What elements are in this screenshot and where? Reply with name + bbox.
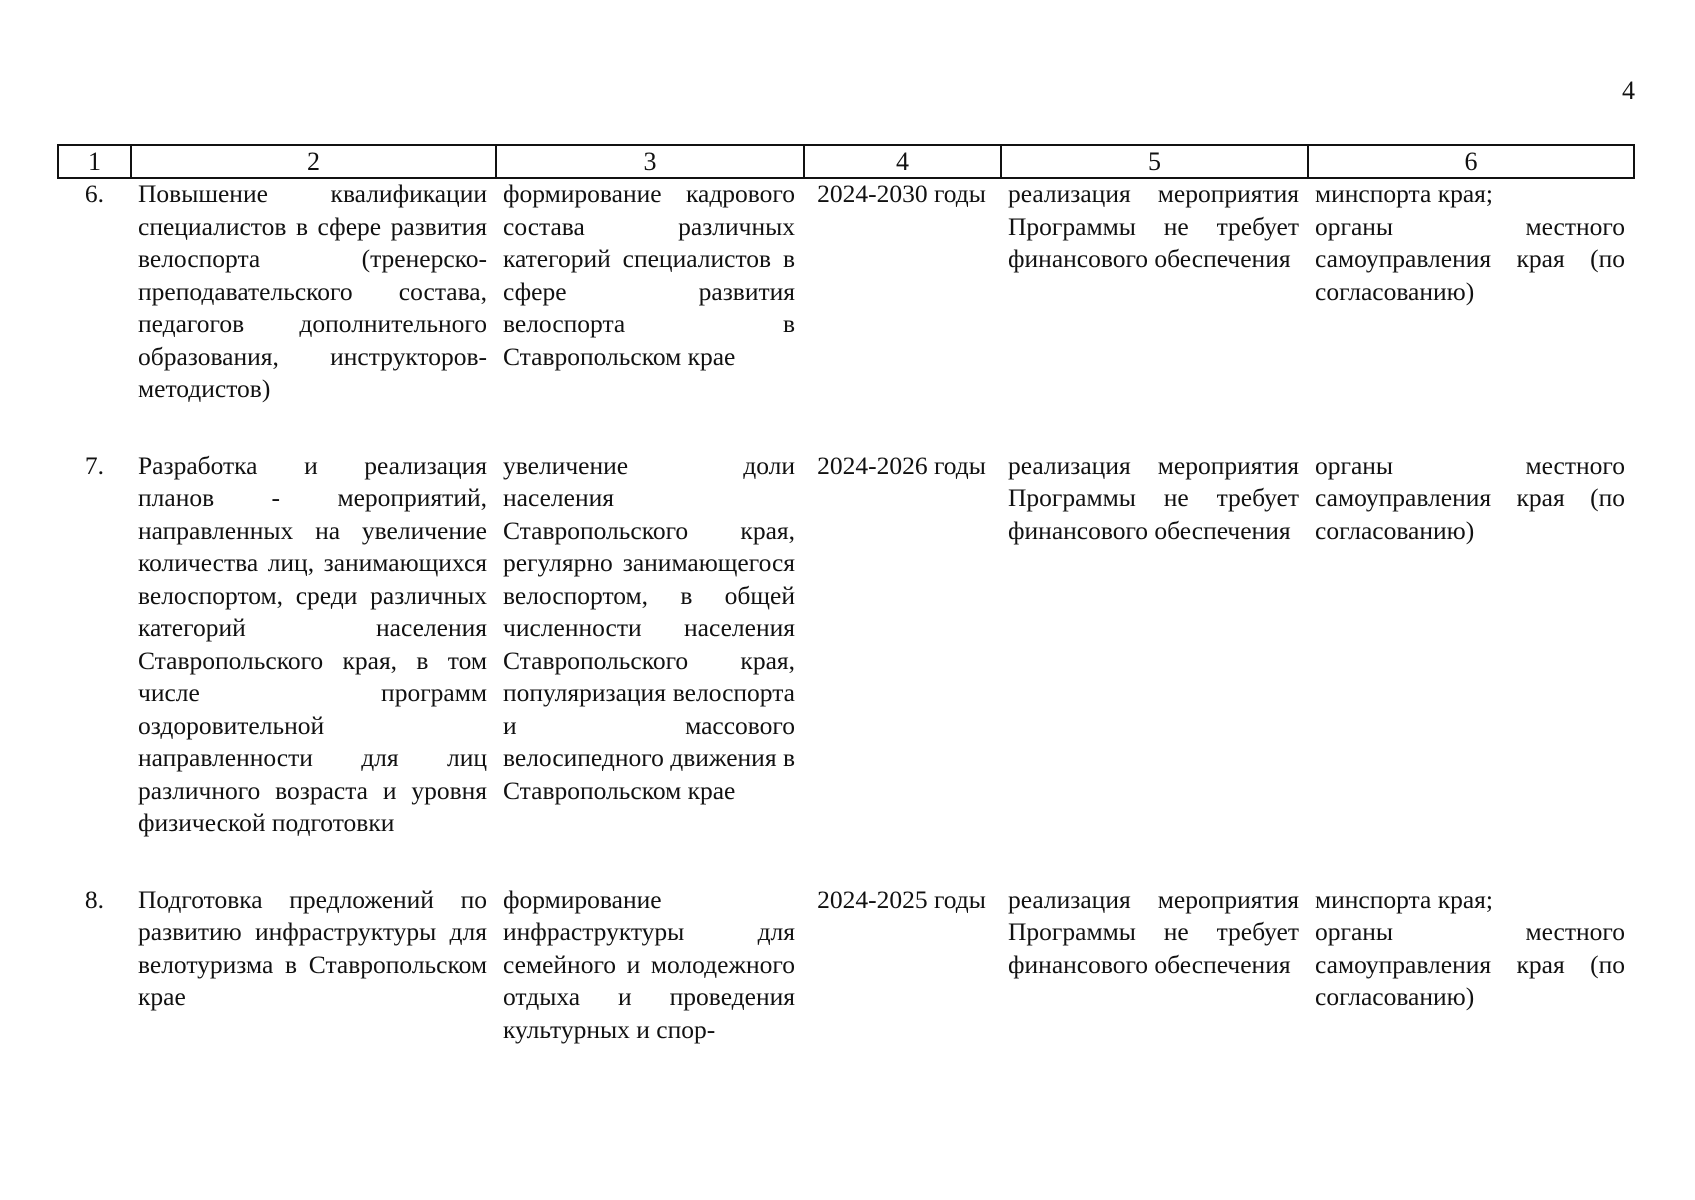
row-number: 8. xyxy=(84,884,104,914)
measure-name: Повышение квалификации специалистов в сфере развития велоспорта (тренерско-преподавательского состава, педагогов дополнительного образования, инструкторов-методистов) xyxy=(138,179,487,403)
table-row xyxy=(57,178,1633,450)
financing-source: реализация мероприятия Программы не требует финансового обеспечения xyxy=(1008,884,1299,979)
implementation-period: 2024-2026 годы xyxy=(817,450,986,480)
executor-line: органы местного самоуправления края (по согласованию) xyxy=(1315,211,1625,306)
expected-result: формирование инфраструктуры для семейного и молодежного отдыха и проведения культурных и спор- xyxy=(503,884,795,1044)
header-cell-1: 1 xyxy=(58,145,131,178)
executor-line: органы местного самоуправления края (по согласованию) xyxy=(1315,917,1625,1011)
measure-name: Разработка и реализация планов - мероприятий, направленных на увеличение количества лиц, занимающихся велоспортом, среди различных категорий населения Ставропольского края, в том числе программ оздоровительной направленности для лиц различного возраста и уровня физической подготовки xyxy=(138,450,487,837)
responsible-executors xyxy=(1307,178,1633,450)
header-cell-2: 2 xyxy=(131,145,496,178)
executor-line: минспорта края; xyxy=(1315,179,1493,208)
table-row xyxy=(57,884,1633,1047)
measure-name: Подготовка предложений по развитию инфраструктуры для велотуризма в Ставропольском крае xyxy=(138,884,487,1011)
column-number-header xyxy=(57,144,1635,179)
expected-result: формирование кадрового состава различных категорий специалистов в сфере развития велоспорта в Ставропольском крае xyxy=(503,179,795,371)
executor-line: минспорта края; xyxy=(1315,884,1493,914)
header-cell-4: 4 xyxy=(804,145,1001,178)
header-cell-3: 3 xyxy=(496,145,804,178)
financing-source: реализация мероприятия Программы не требует финансового обеспечения xyxy=(1008,450,1299,545)
implementation-period: 2024-2030 годы xyxy=(817,179,986,208)
measures-table xyxy=(57,178,1633,1046)
executor-line: органы местного самоуправления края (по согласованию) xyxy=(1315,450,1625,545)
responsible-executors xyxy=(1307,884,1633,1047)
page-number: 4 xyxy=(1622,76,1635,105)
header-cell-6: 6 xyxy=(1308,145,1634,178)
financing-source: реализация мероприятия Программы не требует финансового обеспечения xyxy=(1008,179,1299,273)
header-row xyxy=(58,145,1634,178)
row-number: 6. xyxy=(84,179,104,208)
table-row xyxy=(57,450,1633,884)
header-cell-5: 5 xyxy=(1001,145,1308,178)
row-number: 7. xyxy=(84,450,104,480)
responsible-executors xyxy=(1307,450,1633,884)
implementation-period: 2024-2025 годы xyxy=(817,884,986,914)
expected-result: увеличение доли населения Ставропольского края, регулярно занимающегося велоспортом, в общей численности населения Ставропольского края, популяризация велоспорта и массового велосипедного движения в Ставропольском крае xyxy=(503,450,795,805)
